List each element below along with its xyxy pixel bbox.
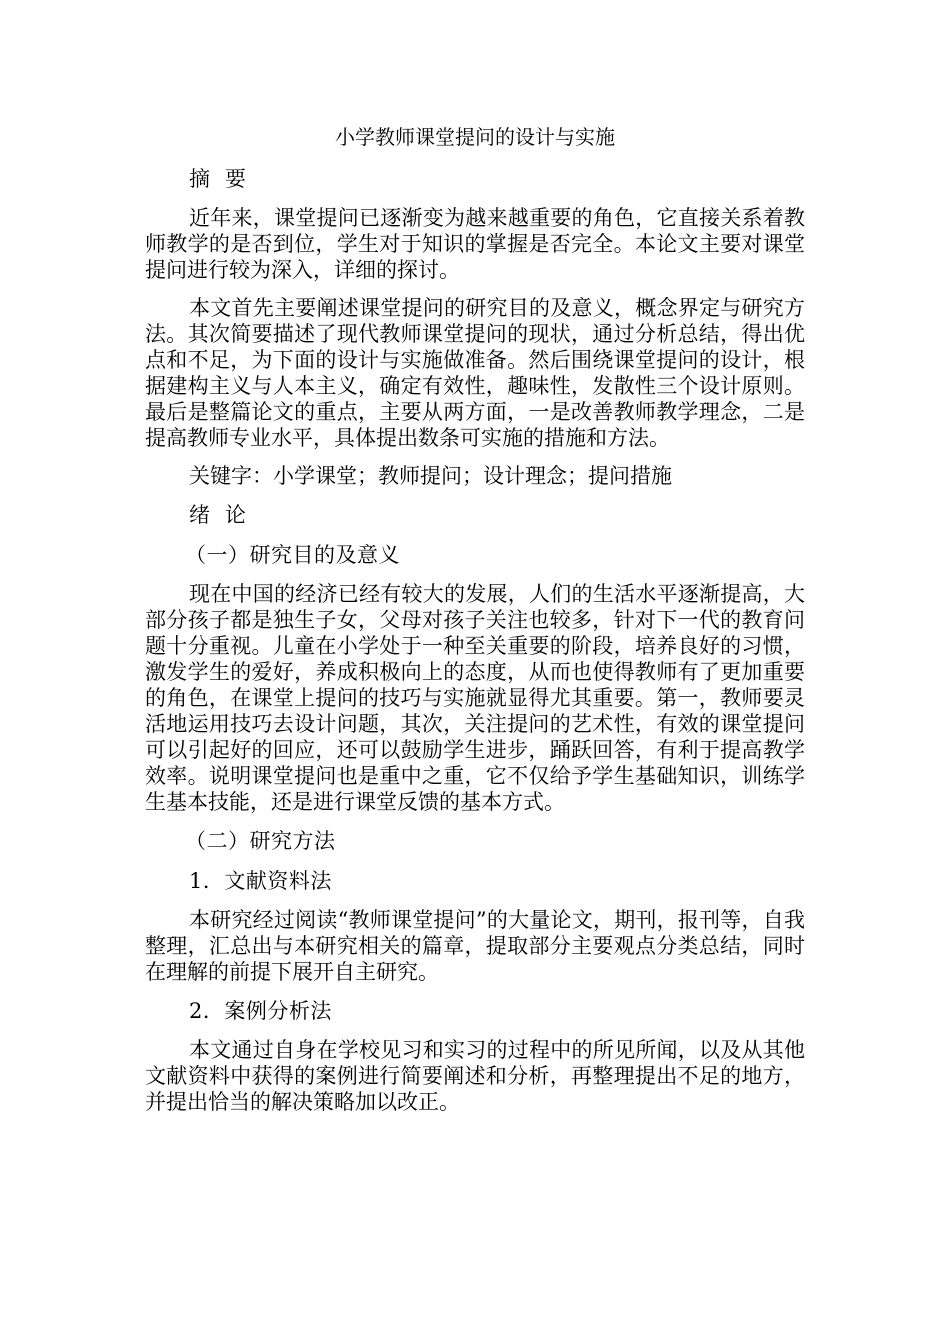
method2-heading: 2．案例分析法 <box>189 999 332 1023</box>
section1-paragraph: 现在中国的经济已经有较大的发展，人们的生活水平逐渐提高，大部分孩子都是独生子女，父母对孩子关注也较多，针对下一代的教育问题十分重视。儿童在小学处于一种至关重要的阶段，培养良好的习惯，激发学生的爱好，养成积极向上的态度，从而也使得教师有了更加重要的角色，在课堂上提问的技巧与实施就显得尤其重要。第一，教师要灵活地运用技巧去设计问题，其次，关注提问的艺术性，有效的课堂提问可以引起好的回应，还可以鼓励学生进步，踊跃回答，有利于提高教学效率。说明课堂提问也是重中之重，它不仅给予学生基础知识，训练学生基本技能，还是进行课堂反馈的基本方式。 <box>145 582 805 814</box>
document-page <box>145 123 805 1127</box>
method1-paragraph: 本研究经过阅读“教师课堂提问”的大量论文，期刊，报刊等，自我整理，汇总出与本研究相关的篇章，提取部分主要观点分类总结，同时在理解的前提下展开自主研究。 <box>145 908 805 984</box>
abstract-heading: 摘 要 <box>189 167 247 191</box>
method1-heading: 1．文献资料法 <box>189 869 332 893</box>
abstract-paragraph-1: 近年来，课堂提问已逐渐变为越来越重要的角色，它直接关系着教师教学的是否到位，学生对于知识的掌握是否完全。本论文主要对课堂提问进行较为深入，详细的探讨。 <box>145 206 805 282</box>
document-title: 小学教师课堂提问的设计与实施 <box>335 125 615 149</box>
section1-heading: （一）研究目的及意义 <box>185 543 400 567</box>
section2-heading: （二）研究方法 <box>185 829 336 853</box>
abstract-paragraph-2: 本文首先主要阐述课堂提问的研究目的及意义，概念界定与研究方法。其次简要描述了现代教师课堂提问的现状，通过分析总结，得出优点和不足，为下面的设计与实施做准备。然后围绕课堂提问的设计，根据建构主义与人本主义，确定有效性，趣味性，发散性三个设计原则。最后是整篇论文的重点，主要从两方面，一是改善教师教学理念，二是提高教师专业水平，具体提出数条可实施的措施和方法。 <box>145 296 805 450</box>
method2-paragraph: 本文通过自身在学校见习和实习的过程中的所见所闻，以及从其他文献资料中获得的案例进行简要阐述和分析，再整理提出不足的地方，并提出恰当的解决策略加以改正。 <box>145 1038 805 1114</box>
keywords: 关键字：小学课堂；教师提问；设计理念；提问措施 <box>189 464 672 488</box>
intro-heading: 绪 论 <box>189 503 247 527</box>
